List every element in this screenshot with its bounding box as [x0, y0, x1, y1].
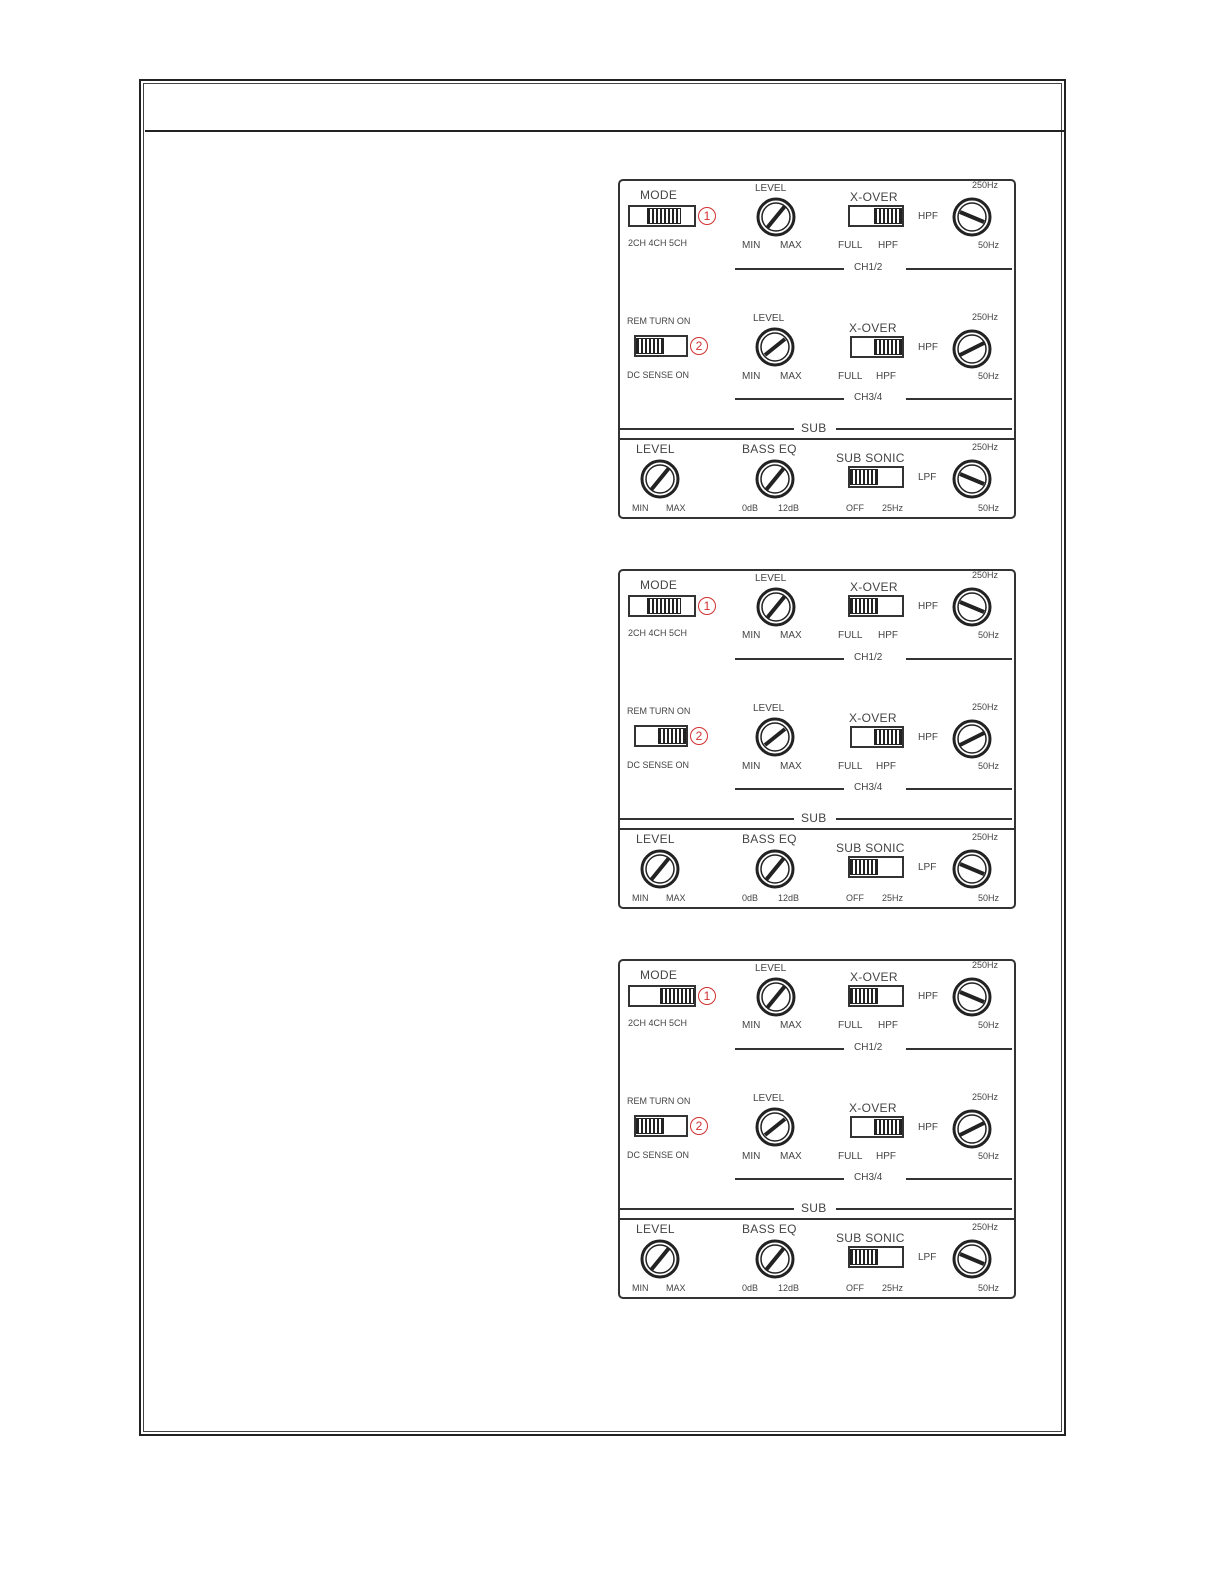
freq-250hz-label: 250Hz — [972, 960, 999, 970]
level-knob-ch34[interactable] — [753, 325, 797, 369]
section-rule — [906, 398, 1012, 400]
section-rule — [735, 398, 844, 400]
xover-label: X-OVER — [849, 1101, 897, 1115]
section-rule — [735, 268, 844, 270]
sub-sonic-switch-slider[interactable] — [850, 859, 878, 875]
sub-level-min-label: MIN — [632, 893, 649, 903]
freq-250hz-label: 250Hz — [972, 442, 999, 452]
sub-label: SUB — [801, 421, 827, 435]
xover-switch-slider[interactable] — [874, 1119, 902, 1135]
level-min-label: MIN — [742, 371, 761, 382]
header-rule — [145, 130, 1064, 132]
bass-eq-label: BASS EQ — [742, 442, 797, 456]
xover-hpf-label: HPF — [876, 1151, 896, 1162]
level-label: LEVEL — [755, 963, 787, 974]
section-rule — [735, 658, 844, 660]
level-label: LEVEL — [755, 183, 787, 194]
level-knob-ch12[interactable] — [754, 195, 798, 239]
hpf-knob-ch12[interactable] — [950, 195, 994, 239]
level-max-label: MAX — [780, 1151, 802, 1162]
section-rule — [906, 788, 1012, 790]
callout-1: 1 — [698, 987, 716, 1005]
lpf-label: LPF — [918, 862, 937, 873]
freq-50hz-label: 50Hz — [978, 1151, 1000, 1161]
sub-top-rule — [620, 1218, 1014, 1220]
xover-switch-ch34[interactable] — [850, 1116, 904, 1138]
level-min-label: MIN — [742, 1020, 761, 1031]
sub-sonic-label: SUB SONIC — [836, 1231, 905, 1245]
bass-eq-12db-label: 12dB — [778, 503, 800, 513]
freq-50hz-label: 50Hz — [978, 240, 1000, 250]
freq-250hz-label: 250Hz — [972, 312, 999, 322]
sub-label: SUB — [801, 1201, 827, 1215]
section-rule — [735, 1048, 844, 1050]
level-max-label: MAX — [780, 630, 802, 641]
hpf-knob-ch34[interactable] — [950, 327, 994, 371]
level-max-label: MAX — [780, 1020, 802, 1031]
xover-switch-slider[interactable] — [850, 598, 878, 614]
freq-250hz-label: 250Hz — [972, 1092, 999, 1102]
freq-50hz-label: 50Hz — [978, 371, 1000, 381]
sub-level-label: LEVEL — [636, 1222, 675, 1236]
xover-full-label: FULL — [838, 761, 863, 772]
hpf-knob-ch34[interactable] — [950, 1107, 994, 1151]
sub-sonic-switch[interactable] — [848, 856, 904, 878]
dc-sense-on-label: DC SENSE ON — [627, 760, 690, 770]
remote-switch-slider[interactable] — [658, 728, 686, 744]
hpf-label: HPF — [918, 342, 938, 353]
hpf-label: HPF — [918, 601, 938, 612]
rem-turn-on-label: REM TURN ON — [627, 316, 691, 326]
mode-label: MODE — [640, 188, 678, 202]
sub-level-max-label: MAX — [666, 503, 686, 513]
mode-switch[interactable] — [628, 595, 696, 617]
mode-label: MODE — [640, 968, 678, 982]
xover-label: X-OVER — [850, 190, 898, 204]
xover-switch-ch12[interactable] — [848, 985, 904, 1007]
xover-switch-slider[interactable] — [874, 208, 902, 224]
sub-sonic-switch-slider[interactable] — [850, 1249, 878, 1265]
mode-positions-label: 2CH 4CH 5CH — [628, 238, 688, 248]
level-min-label: MIN — [742, 240, 761, 251]
lpf-knob[interactable] — [950, 1237, 994, 1281]
xover-switch-slider[interactable] — [874, 339, 902, 355]
xover-hpf-label: HPF — [876, 761, 896, 772]
callout-2: 2 — [690, 727, 708, 745]
remote-switch-slider[interactable] — [636, 338, 664, 354]
callout-2: 2 — [690, 337, 708, 355]
bass-eq-0db-label: 0dB — [742, 1283, 759, 1293]
hpf-knob-ch12[interactable] — [950, 585, 994, 629]
ch12-label: CH1/2 — [854, 652, 883, 663]
remote-switch[interactable] — [634, 725, 688, 747]
section-rule — [735, 1178, 844, 1180]
xover-switch-ch12[interactable] — [848, 595, 904, 617]
mode-switch-slider[interactable] — [647, 208, 681, 224]
dc-sense-on-label: DC SENSE ON — [627, 1150, 690, 1160]
section-rule — [906, 1048, 1012, 1050]
remote-switch[interactable] — [634, 1115, 688, 1137]
hpf-label: HPF — [918, 732, 938, 743]
callout-2: 2 — [690, 1117, 708, 1135]
bass-eq-label: BASS EQ — [742, 832, 797, 846]
sub-sonic-label: SUB SONIC — [836, 841, 905, 855]
mode-label: MODE — [640, 578, 678, 592]
xover-label: X-OVER — [850, 970, 898, 984]
xover-switch-slider[interactable] — [874, 729, 902, 745]
level-max-label: MAX — [780, 761, 802, 772]
xover-label: X-OVER — [849, 321, 897, 335]
freq-50hz-label: 50Hz — [978, 1020, 1000, 1030]
xover-full-label: FULL — [838, 1020, 863, 1031]
level-max-label: MAX — [780, 371, 802, 382]
level-label: LEVEL — [753, 313, 785, 324]
section-rule — [735, 788, 844, 790]
bass-eq-knob[interactable] — [753, 1237, 797, 1281]
sub-level-min-label: MIN — [632, 503, 649, 513]
sub-sonic-25hz-label: 25Hz — [882, 1283, 904, 1293]
xover-full-label: FULL — [838, 1151, 863, 1162]
hpf-label: HPF — [918, 1122, 938, 1133]
freq-50hz-label: 50Hz — [978, 630, 1000, 640]
lpf-label: LPF — [918, 1252, 937, 1263]
bass-eq-0db-label: 0dB — [742, 893, 759, 903]
freq-250hz-label: 250Hz — [972, 832, 999, 842]
level-knob-ch12[interactable] — [754, 585, 798, 629]
sub-sonic-switch[interactable] — [848, 466, 904, 488]
sub-top-rule — [620, 438, 1014, 440]
sub-sonic-25hz-label: 25Hz — [882, 503, 904, 513]
xover-switch-slider[interactable] — [850, 988, 878, 1004]
mode-positions-label: 2CH 4CH 5CH — [628, 1018, 688, 1028]
bass-eq-knob[interactable] — [753, 847, 797, 891]
freq-50hz-label: 50Hz — [978, 1283, 1000, 1293]
xover-switch-ch34[interactable] — [850, 336, 904, 358]
mode-switch-slider[interactable] — [647, 598, 681, 614]
hpf-knob-ch12[interactable] — [950, 975, 994, 1019]
sub-sonic-switch[interactable] — [848, 1246, 904, 1268]
callout-1: 1 — [698, 207, 716, 225]
section-rule — [906, 658, 1012, 660]
sub-level-knob[interactable] — [638, 457, 682, 501]
xover-full-label: FULL — [838, 240, 863, 251]
level-knob-ch12[interactable] — [754, 975, 798, 1019]
xover-switch-ch34[interactable] — [850, 726, 904, 748]
xover-label: X-OVER — [850, 580, 898, 594]
sub-rule — [836, 428, 1012, 430]
bass-eq-12db-label: 12dB — [778, 1283, 800, 1293]
ch12-label: CH1/2 — [854, 1042, 883, 1053]
remote-switch[interactable] — [634, 335, 688, 357]
sub-sonic-25hz-label: 25Hz — [882, 893, 904, 903]
level-label: LEVEL — [753, 1093, 785, 1104]
rem-turn-on-label: REM TURN ON — [627, 706, 691, 716]
sub-label: SUB — [801, 811, 827, 825]
rem-turn-on-label: REM TURN ON — [627, 1096, 691, 1106]
sub-sonic-off-label: OFF — [846, 1283, 864, 1293]
lpf-label: LPF — [918, 472, 937, 483]
sub-sonic-label: SUB SONIC — [836, 451, 905, 465]
sub-level-knob[interactable] — [638, 847, 682, 891]
freq-50hz-label: 50Hz — [978, 761, 1000, 771]
xover-hpf-label: HPF — [876, 371, 896, 382]
amplifier-control-panel-1 — [618, 179, 1016, 519]
mode-switch-slider[interactable] — [660, 988, 694, 1004]
xover-hpf-label: HPF — [878, 240, 898, 251]
xover-full-label: FULL — [838, 371, 863, 382]
sub-rule — [836, 818, 1012, 820]
xover-label: X-OVER — [849, 711, 897, 725]
level-min-label: MIN — [742, 1151, 761, 1162]
mode-switch[interactable] — [628, 985, 696, 1007]
bass-eq-label: BASS EQ — [742, 1222, 797, 1236]
amplifier-control-panel-2 — [618, 569, 1016, 909]
sub-level-min-label: MIN — [632, 1283, 649, 1293]
mode-switch[interactable] — [628, 205, 696, 227]
section-rule — [906, 1178, 1012, 1180]
bass-eq-12db-label: 12dB — [778, 893, 800, 903]
level-knob-ch34[interactable] — [753, 1105, 797, 1149]
hpf-label: HPF — [918, 991, 938, 1002]
xover-full-label: FULL — [838, 630, 863, 641]
sub-rule — [836, 1208, 1012, 1210]
remote-switch-slider[interactable] — [636, 1118, 664, 1134]
callout-1: 1 — [698, 597, 716, 615]
freq-250hz-label: 250Hz — [972, 1222, 999, 1232]
sub-level-label: LEVEL — [636, 832, 675, 846]
ch34-label: CH3/4 — [854, 782, 883, 793]
level-knob-ch34[interactable] — [753, 715, 797, 759]
sub-sonic-switch-slider[interactable] — [850, 469, 878, 485]
hpf-label: HPF — [918, 211, 938, 222]
sub-sonic-off-label: OFF — [846, 893, 864, 903]
sub-top-rule — [620, 828, 1014, 830]
bass-eq-knob[interactable] — [753, 457, 797, 501]
sub-rule — [620, 818, 794, 820]
section-rule — [906, 268, 1012, 270]
xover-hpf-label: HPF — [878, 1020, 898, 1031]
freq-250hz-label: 250Hz — [972, 180, 999, 190]
level-min-label: MIN — [742, 630, 761, 641]
lpf-knob[interactable] — [950, 457, 994, 501]
sub-level-max-label: MAX — [666, 893, 686, 903]
dc-sense-on-label: DC SENSE ON — [627, 370, 690, 380]
xover-switch-ch12[interactable] — [848, 205, 904, 227]
hpf-knob-ch34[interactable] — [950, 717, 994, 761]
bass-eq-0db-label: 0dB — [742, 503, 759, 513]
sub-level-max-label: MAX — [666, 1283, 686, 1293]
freq-50hz-label: 50Hz — [978, 893, 1000, 903]
level-max-label: MAX — [780, 240, 802, 251]
sub-rule — [620, 1208, 794, 1210]
amplifier-control-panel-3 — [618, 959, 1016, 1299]
level-label: LEVEL — [753, 703, 785, 714]
mode-positions-label: 2CH 4CH 5CH — [628, 628, 688, 638]
level-label: LEVEL — [755, 573, 787, 584]
sub-sonic-off-label: OFF — [846, 503, 864, 513]
ch12-label: CH1/2 — [854, 262, 883, 273]
level-min-label: MIN — [742, 761, 761, 772]
sub-rule — [620, 428, 794, 430]
lpf-knob[interactable] — [950, 847, 994, 891]
ch34-label: CH3/4 — [854, 392, 883, 403]
freq-50hz-label: 50Hz — [978, 503, 1000, 513]
freq-250hz-label: 250Hz — [972, 570, 999, 580]
freq-250hz-label: 250Hz — [972, 702, 999, 712]
sub-level-knob[interactable] — [638, 1237, 682, 1281]
xover-hpf-label: HPF — [878, 630, 898, 641]
ch34-label: CH3/4 — [854, 1172, 883, 1183]
sub-level-label: LEVEL — [636, 442, 675, 456]
